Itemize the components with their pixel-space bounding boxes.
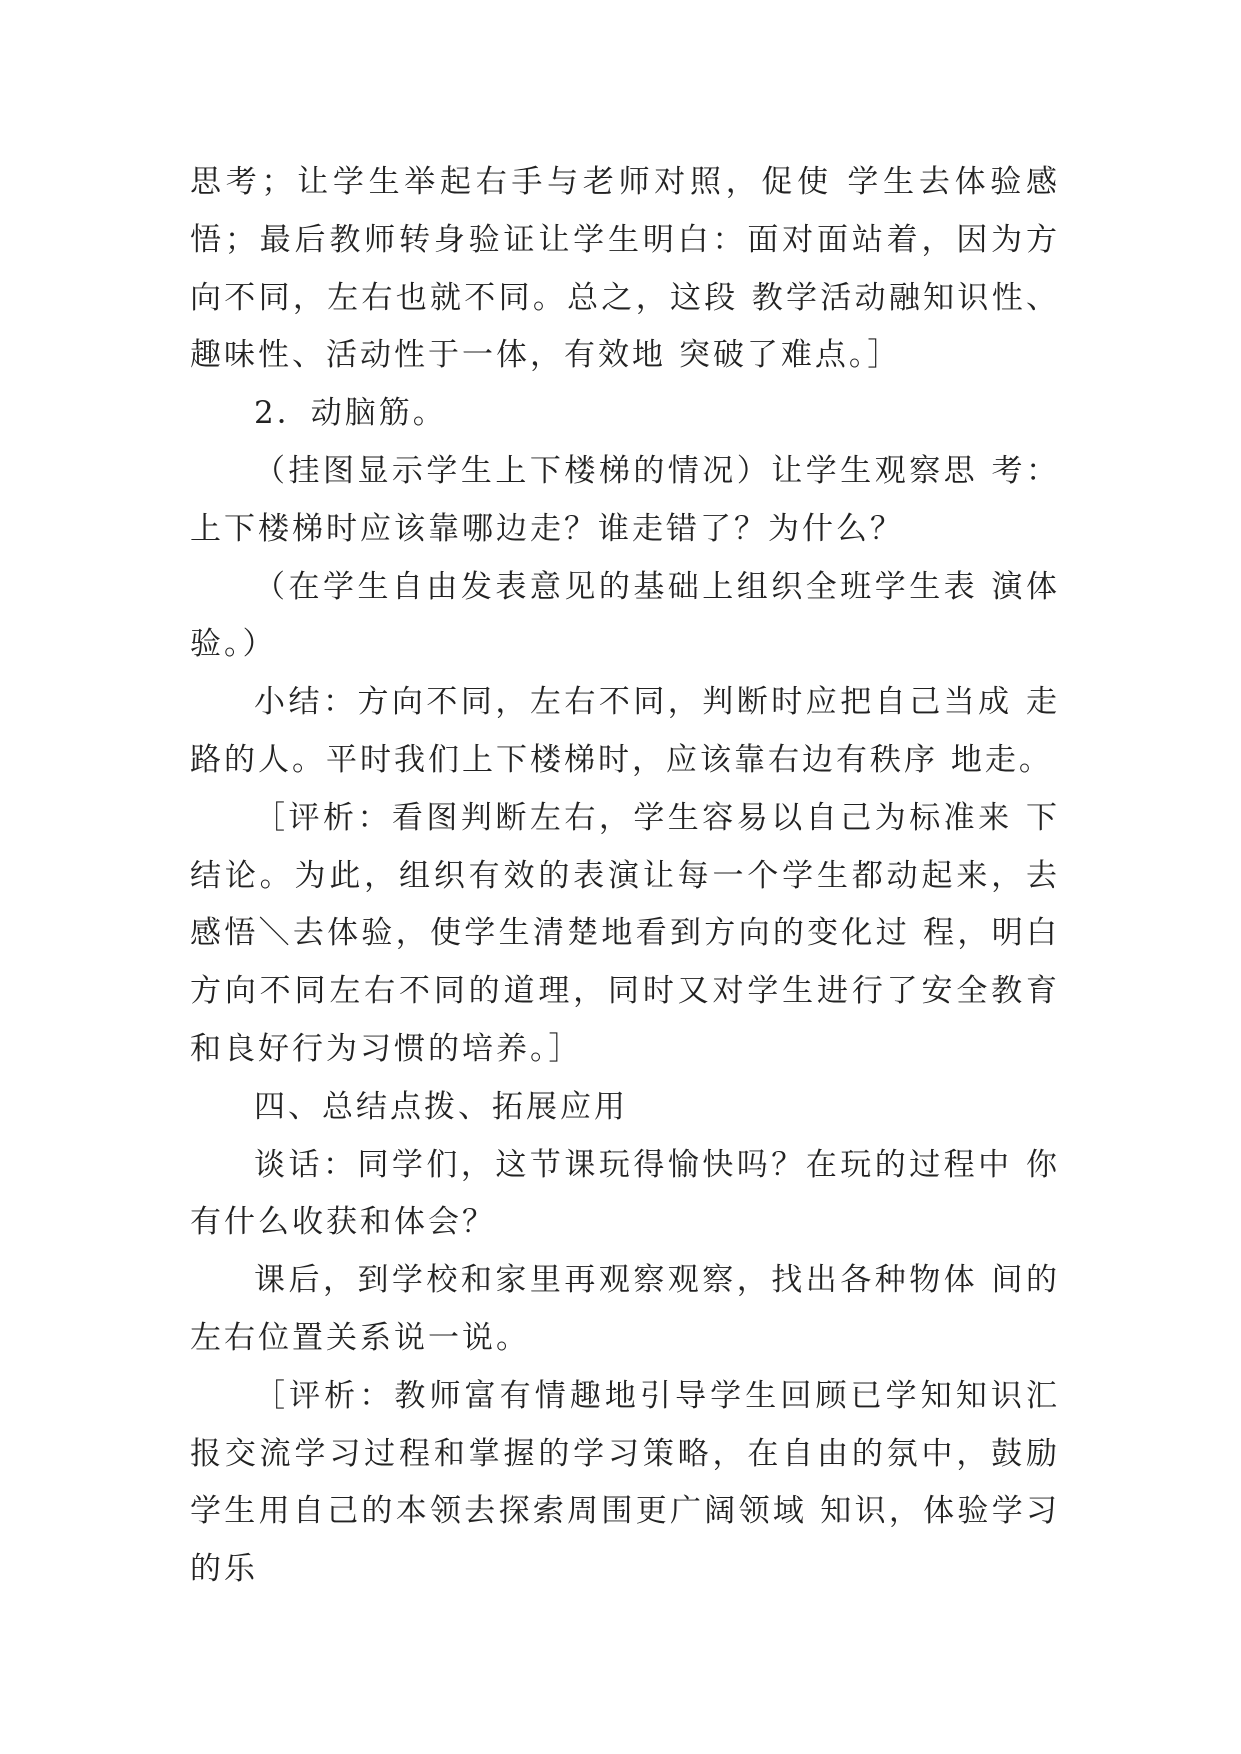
paragraph-4: （在学生自由发表意见的基础上组织全班学生表 演体验。）: [190, 568, 1060, 663]
paragraph-9: 课后，到学校和家里再观察观察，找出各种物体 间的左右位置关系说一说。: [190, 1262, 1060, 1356]
paragraph-5: 小结：方向不同，左右不同，判断时应把自己当成 走路的人。平时我们上下楼梯时，应该靠右边有秩序 地走。: [190, 684, 1060, 778]
paragraph-6: ［评析：看图判断左右，学生容易以自己为标准来 下结论。为此，组织有效的表演让每一个学生都动起来，去感悟＼去体验，使学生清楚地看到方向的变化过 程，明白方向不同左右不同的道理，同时又对学生进行了安全教育和良好行为习惯的培养。］: [190, 799, 1060, 1067]
paragraph-1: 思考；让学生举起右手与老师对照，促使 学生去体验感悟；最后教师转身验证让学生明白：面对面站着，因为方向不同，左右也就不同。总之，这段 教学活动融知识性、趣味性、活动性于一体，有效地 突破了难点。］: [190, 164, 1060, 374]
paragraph-3: （挂图显示学生上下楼梯的情况）让学生观察思 考：上下楼梯时应该靠哪边走？谁走错了？为什么？: [190, 452, 1060, 547]
paragraph-2: 2．动脑筋。: [254, 395, 447, 432]
section-heading: 四、总结点拨、拓展应用: [254, 1088, 628, 1125]
paragraph-10: ［评析：教师富有情趣地引导学生回顾已学知知识汇报交流学习过程和掌握的学习策略，在自由的氛中，鼓励学生用自己的本领去探索周围更广阔领域 知识，体验学习的乐: [190, 1377, 1060, 1588]
document-body: [190, 154, 1060, 1599]
paragraph-8: 谈话：同学们，这节课玩得愉快吗？在玩的过程中 你有什么收获和体会？: [190, 1146, 1060, 1241]
